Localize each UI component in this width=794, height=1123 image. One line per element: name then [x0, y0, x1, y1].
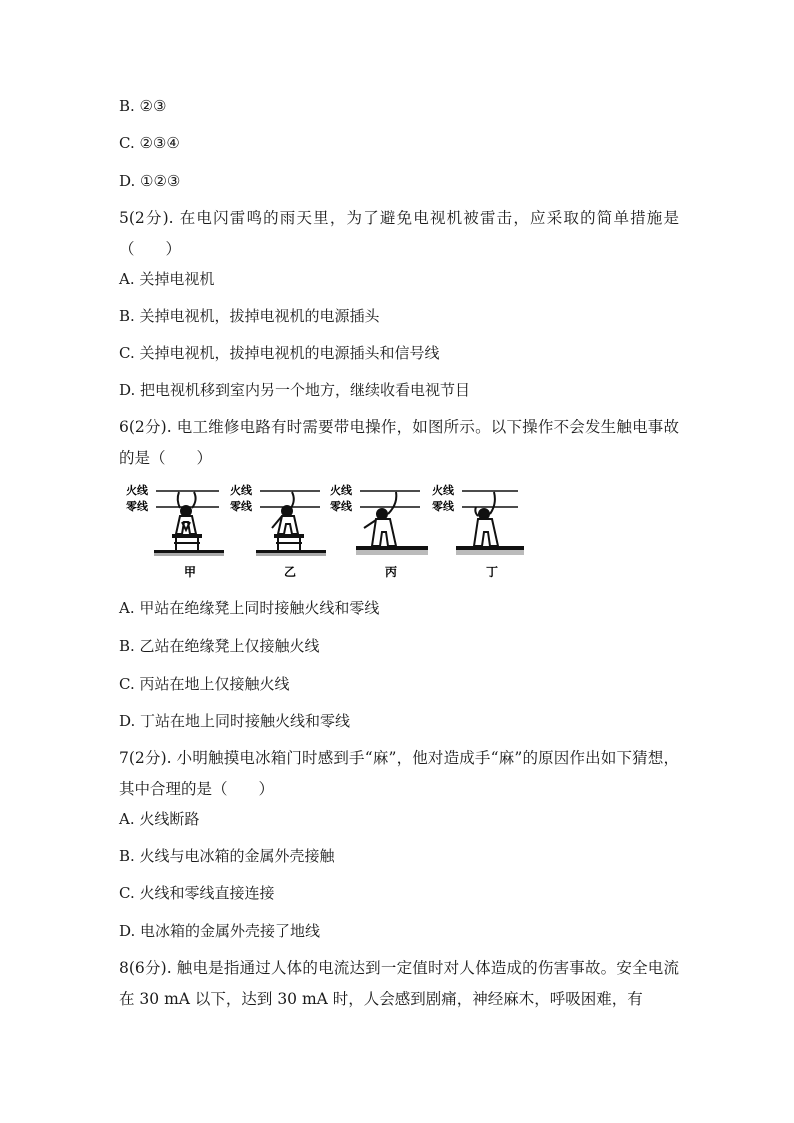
insulated-stool: [274, 534, 304, 538]
ground-strip: [456, 546, 524, 550]
live-wire-label: 火线: [330, 484, 352, 497]
panel-jia: [126, 483, 224, 579]
panel-ding: [432, 483, 524, 579]
q6-figure-drawing: [124, 478, 524, 588]
q4-option-b: B. ②③: [119, 97, 167, 115]
q5-option-a: A. 关掉电视机: [119, 270, 215, 288]
q5-option-b: B. 关掉电视机，拔掉电视机的电源插头: [119, 307, 380, 325]
ground-strip: [256, 550, 326, 553]
q6-stem: 6(2分). 电工维修电路有时需要带电操作，如图所示。以下操作不会发生触电事故的是（ ）: [119, 418, 679, 467]
q7-option-b: B. 火线与电冰箱的金属外壳接触: [119, 847, 335, 865]
q6-option-a: A. 甲站在绝缘凳上同时接触火线和零线: [119, 599, 380, 617]
panel-bing: [330, 483, 428, 579]
worker-figure: [176, 492, 196, 534]
neutral-wire-label: 零线: [126, 500, 148, 513]
panel-yi: [230, 483, 326, 579]
q7-stem: 7(2分). 小明触摸电冰箱门时感到手“麻”，他对造成手“麻”的原因作出如下猜想，其中合理的是（ ）: [119, 749, 679, 798]
live-wire-label: 火线: [432, 484, 454, 497]
q6-option-b: B. 乙站在绝缘凳上仅接触火线: [119, 637, 320, 655]
q7-option-d: D. 电冰箱的金属外壳接了地线: [119, 922, 321, 940]
ground-strip: [154, 550, 224, 553]
live-wire-label: 火线: [126, 484, 148, 497]
q4-option-d: D. ①②③: [119, 172, 181, 190]
label-ding: 丁: [486, 565, 499, 579]
label-bing: 丙: [385, 565, 398, 579]
label-yi: 乙: [284, 565, 297, 579]
ground-strip: [356, 546, 428, 550]
q7-option-c: C. 火线和零线直接连接: [119, 884, 275, 902]
insulated-stool: [172, 534, 202, 538]
worker-figure: [272, 492, 298, 534]
q4-option-c: C. ②③④: [119, 134, 180, 152]
q7-option-a: A. 火线断路: [119, 810, 200, 828]
neutral-wire-label: 零线: [230, 500, 252, 513]
neutral-wire-label: 零线: [330, 500, 352, 513]
q5-stem: 5(2分). 在电闪雷鸣的雨天里，为了避免电视机被雷击，应采取的简单措施是（ ）: [119, 209, 679, 258]
worker-figure: [364, 492, 396, 546]
worker-figure: [474, 492, 498, 546]
q5-option-d: D. 把电视机移到室内另一个地方，继续收看电视节目: [119, 381, 471, 399]
neutral-wire-label: 零线: [432, 500, 454, 513]
live-wire-label: 火线: [230, 484, 252, 497]
q6-option-c: C. 丙站在地上仅接触火线: [119, 675, 290, 693]
label-jia: 甲: [184, 565, 197, 579]
q5-option-c: C. 关掉电视机，拔掉电视机的电源插头和信号线: [119, 344, 440, 362]
q6-figure: [124, 478, 524, 588]
q6-option-d: D. 丁站在地上同时接触火线和零线: [119, 712, 351, 730]
q8-stem: 8(6分). 触电是指通过人体的电流达到一定值时对人体造成的伤害事故。安全电流在 30 mA 以下，达到 30 mA 时，人会感到剧痛，神经麻木，呼吸困难，有: [119, 959, 679, 1008]
